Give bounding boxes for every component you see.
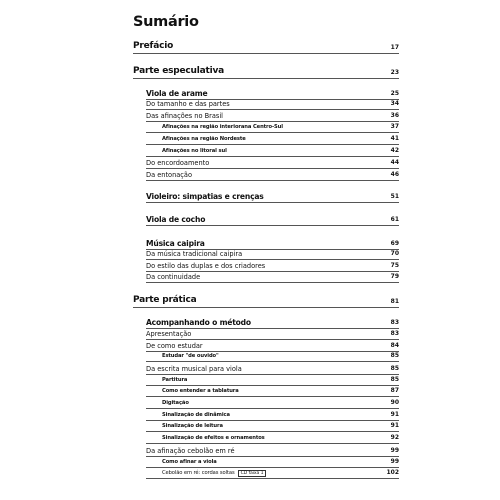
- toc-entry-page: 83: [390, 330, 399, 337]
- toc-entry-title: Das afinações no Brasil: [146, 112, 223, 120]
- toc-entry[interactable]: [146, 215, 399, 226]
- toc-entry-page: 23: [390, 69, 399, 76]
- toc-entry[interactable]: [146, 470, 399, 479]
- toc-entry-title: De como estudar: [146, 342, 203, 350]
- toc-entry-title: Da continuidade: [146, 273, 201, 281]
- toc-entry-page: 92: [390, 434, 399, 441]
- toc-entry-page: 85: [390, 365, 399, 372]
- toc-entry-title: Do tamanho e das partes: [146, 100, 230, 108]
- toc-entry[interactable]: [146, 365, 399, 375]
- toc-entry-title: Digitação: [162, 400, 189, 406]
- toc-entry[interactable]: [146, 89, 399, 100]
- cd-track-badge: CD faixa 1: [238, 470, 267, 478]
- toc-entry-page: 36: [390, 112, 399, 119]
- toc-entry-page: 25: [390, 90, 399, 97]
- toc-entry[interactable]: [146, 459, 399, 468]
- toc-entry[interactable]: [146, 250, 399, 260]
- toc-entry-page: 81: [390, 298, 399, 305]
- toc-entry-page: 91: [390, 411, 399, 418]
- toc-entry-page: 90: [390, 399, 399, 406]
- toc-entry[interactable]: [146, 330, 399, 340]
- toc-entry-page: 91: [390, 422, 399, 429]
- toc-entry-title: Da afinação cebolão em ré: [146, 447, 235, 455]
- toc-entry-page: 69: [390, 240, 399, 247]
- toc-entry-title: Sinalização de dinâmica: [162, 412, 230, 418]
- toc-entry-page: 46: [390, 171, 399, 178]
- toc-entry[interactable]: [146, 112, 399, 122]
- toc-entry[interactable]: [146, 273, 399, 283]
- toc-entry-page: 34: [390, 100, 399, 107]
- toc-entry-title: Cebolão em ré: cordas soltas CD faixa 1: [146, 470, 266, 478]
- toc-entry-page: 87: [390, 387, 399, 394]
- toc-entry-title: Do estilo das duplas e dos criadores: [146, 262, 266, 270]
- toc-entry[interactable]: [133, 66, 399, 79]
- toc-entry-page: 61: [390, 216, 399, 223]
- toc-entry[interactable]: [146, 435, 399, 444]
- toc-entry-page: 44: [390, 159, 399, 166]
- toc-entry-page: 42: [390, 147, 399, 154]
- toc-entry-title: Do encordoamento: [146, 159, 210, 167]
- toc-entry[interactable]: [146, 136, 399, 145]
- toc-entry[interactable]: [146, 159, 399, 169]
- toc-entry-title: Como entender a tablatura: [162, 388, 239, 394]
- toc-entry-title: Música caipira: [146, 239, 205, 248]
- toc-entry[interactable]: [133, 295, 399, 308]
- toc-entry-page: 70: [390, 250, 399, 257]
- toc-entry[interactable]: [146, 239, 399, 250]
- toc-entry-title: Da música tradicional caipira: [146, 250, 243, 258]
- page-title: Sumário: [133, 14, 199, 30]
- toc-entry-title: Estudar "de ouvido": [162, 353, 219, 359]
- toc-entry[interactable]: [146, 377, 399, 386]
- toc-entry[interactable]: [146, 262, 399, 272]
- toc-entry[interactable]: [146, 423, 399, 432]
- toc-entry-title: Sinalização de efeitos e ornamentos: [162, 435, 265, 441]
- toc-entry-page: 84: [390, 342, 399, 349]
- toc-entry-title: Partitura: [162, 377, 188, 383]
- toc-entry-page: 85: [390, 376, 399, 383]
- toc-entry-title: Como afinar a viola: [162, 459, 217, 465]
- toc-entry-page: 102: [386, 469, 399, 476]
- toc-entry-page: 75: [390, 262, 399, 269]
- toc-entry-title: Afinações na região Nordeste: [162, 136, 246, 142]
- toc-entry-title: Da escrita musical para viola: [146, 365, 242, 373]
- toc-entry-page: 83: [390, 319, 399, 326]
- toc-entry-page: 99: [390, 447, 399, 454]
- toc-entry-title: Violeiro: simpatias e crenças: [146, 192, 264, 201]
- toc-entry-title: Prefácio: [133, 41, 174, 51]
- toc-entry-page: 79: [390, 273, 399, 280]
- toc-entry-title: Sinalização de leitura: [162, 423, 223, 429]
- toc-entry[interactable]: [146, 192, 399, 203]
- toc-entry-page: 17: [390, 44, 399, 51]
- toc-entry-title: Viola de cocho: [146, 215, 206, 224]
- toc-entry[interactable]: [146, 353, 399, 362]
- toc-entry[interactable]: [146, 171, 399, 181]
- toc-entry[interactable]: [146, 100, 399, 110]
- toc-entry[interactable]: [146, 400, 399, 409]
- toc-entry-page: 37: [390, 123, 399, 130]
- toc-entry-title: Afinações no litoral sul: [162, 148, 227, 154]
- toc-entry[interactable]: [146, 124, 399, 133]
- toc-entry-page: 51: [390, 193, 399, 200]
- toc-entry[interactable]: [146, 318, 399, 329]
- toc-entry-title: Acompanhando o método: [146, 318, 251, 327]
- toc-entry[interactable]: [146, 412, 399, 421]
- toc-entry-title: Parte prática: [133, 295, 197, 305]
- toc-entry[interactable]: [146, 342, 399, 352]
- toc-entry[interactable]: [133, 41, 399, 54]
- toc-entry-page: 85: [390, 352, 399, 359]
- toc-entry-title: Afinações na região interiorana Centro-Sul: [162, 124, 283, 130]
- toc-entry-page: 41: [390, 135, 399, 142]
- toc-entry[interactable]: [146, 148, 399, 157]
- toc-entry-title: Da entonação: [146, 171, 192, 179]
- toc-entry-title: Parte especulativa: [133, 66, 225, 76]
- toc-entry-page: 99: [390, 458, 399, 465]
- toc-entry[interactable]: [146, 447, 399, 457]
- toc-entry-title: Apresentação: [146, 330, 192, 338]
- toc-entry[interactable]: [146, 388, 399, 397]
- toc-entry-title: Viola de arame: [146, 89, 208, 98]
